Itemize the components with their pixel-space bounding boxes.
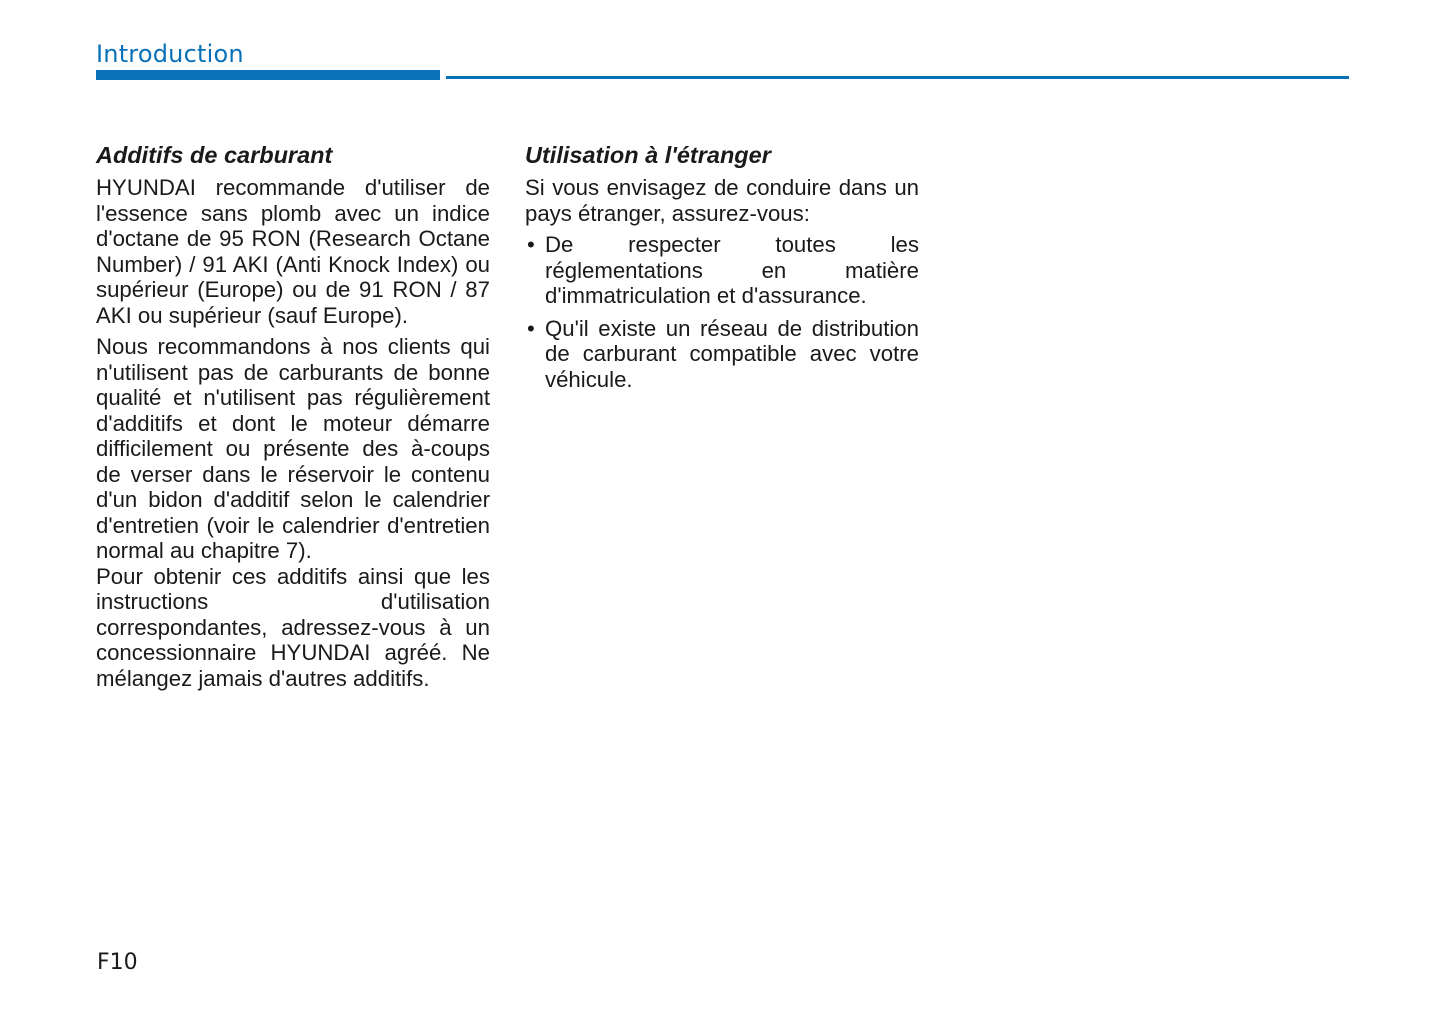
bullet-list (525, 232, 919, 392)
list-item (525, 232, 919, 309)
header-rule-thick (96, 70, 440, 80)
page-header-title: Introduction (96, 40, 244, 68)
paragraph: Pour obtenir ces additifs ainsi que les instructions d'utilisation correspondantes, adressez-vous à un concessionnaire HYUNDAI agréé. Ne mélangez jamais d'autres additifs. (96, 563, 490, 691)
paragraph: HYUNDAI recommande d'utiliser de l'essence sans plomb avec un indice d'octane de 95 RON (Research Octane Number) / 91 AKI (Anti Knock Index) ou supérieur (Europe) ou de 91 RON / 87 AKI ou supérieur (sauf Europe). (96, 175, 490, 328)
left-column (96, 140, 490, 697)
list-item-text: De respecter toutes les réglementations en matière d'immatriculation et d'assurance. (545, 232, 919, 308)
bullet-icon: • (527, 315, 535, 341)
section-title-abroad: Utilisation à l'étranger (525, 142, 771, 168)
bullet-icon: • (527, 232, 535, 257)
paragraph: Si vous envisagez de conduire dans un pays étranger, assurez-vous: (525, 175, 919, 226)
header-rule-thin (446, 76, 1349, 79)
list-item (525, 316, 919, 393)
section-title-fuel-additives: Additifs de carburant (96, 142, 333, 168)
right-column (525, 140, 919, 399)
page-number: F10 (97, 950, 138, 975)
list-item-text: Qu'il existe un réseau de distribution de carburant compatible avec votre véhicule. (545, 315, 919, 392)
paragraph: Nous recommandons à nos clients qui n'utilisent pas de carburants de bonne qualité et n'utilisent pas régulièrement d'additifs et dont le moteur démarre difficilement ou présente des à-coups de verser dans le réservoir le contenu d'un bidon d'additif selon le calendrier d'entretien (voir le calendrier d'entretien normal au chapitre 7). (96, 334, 490, 563)
